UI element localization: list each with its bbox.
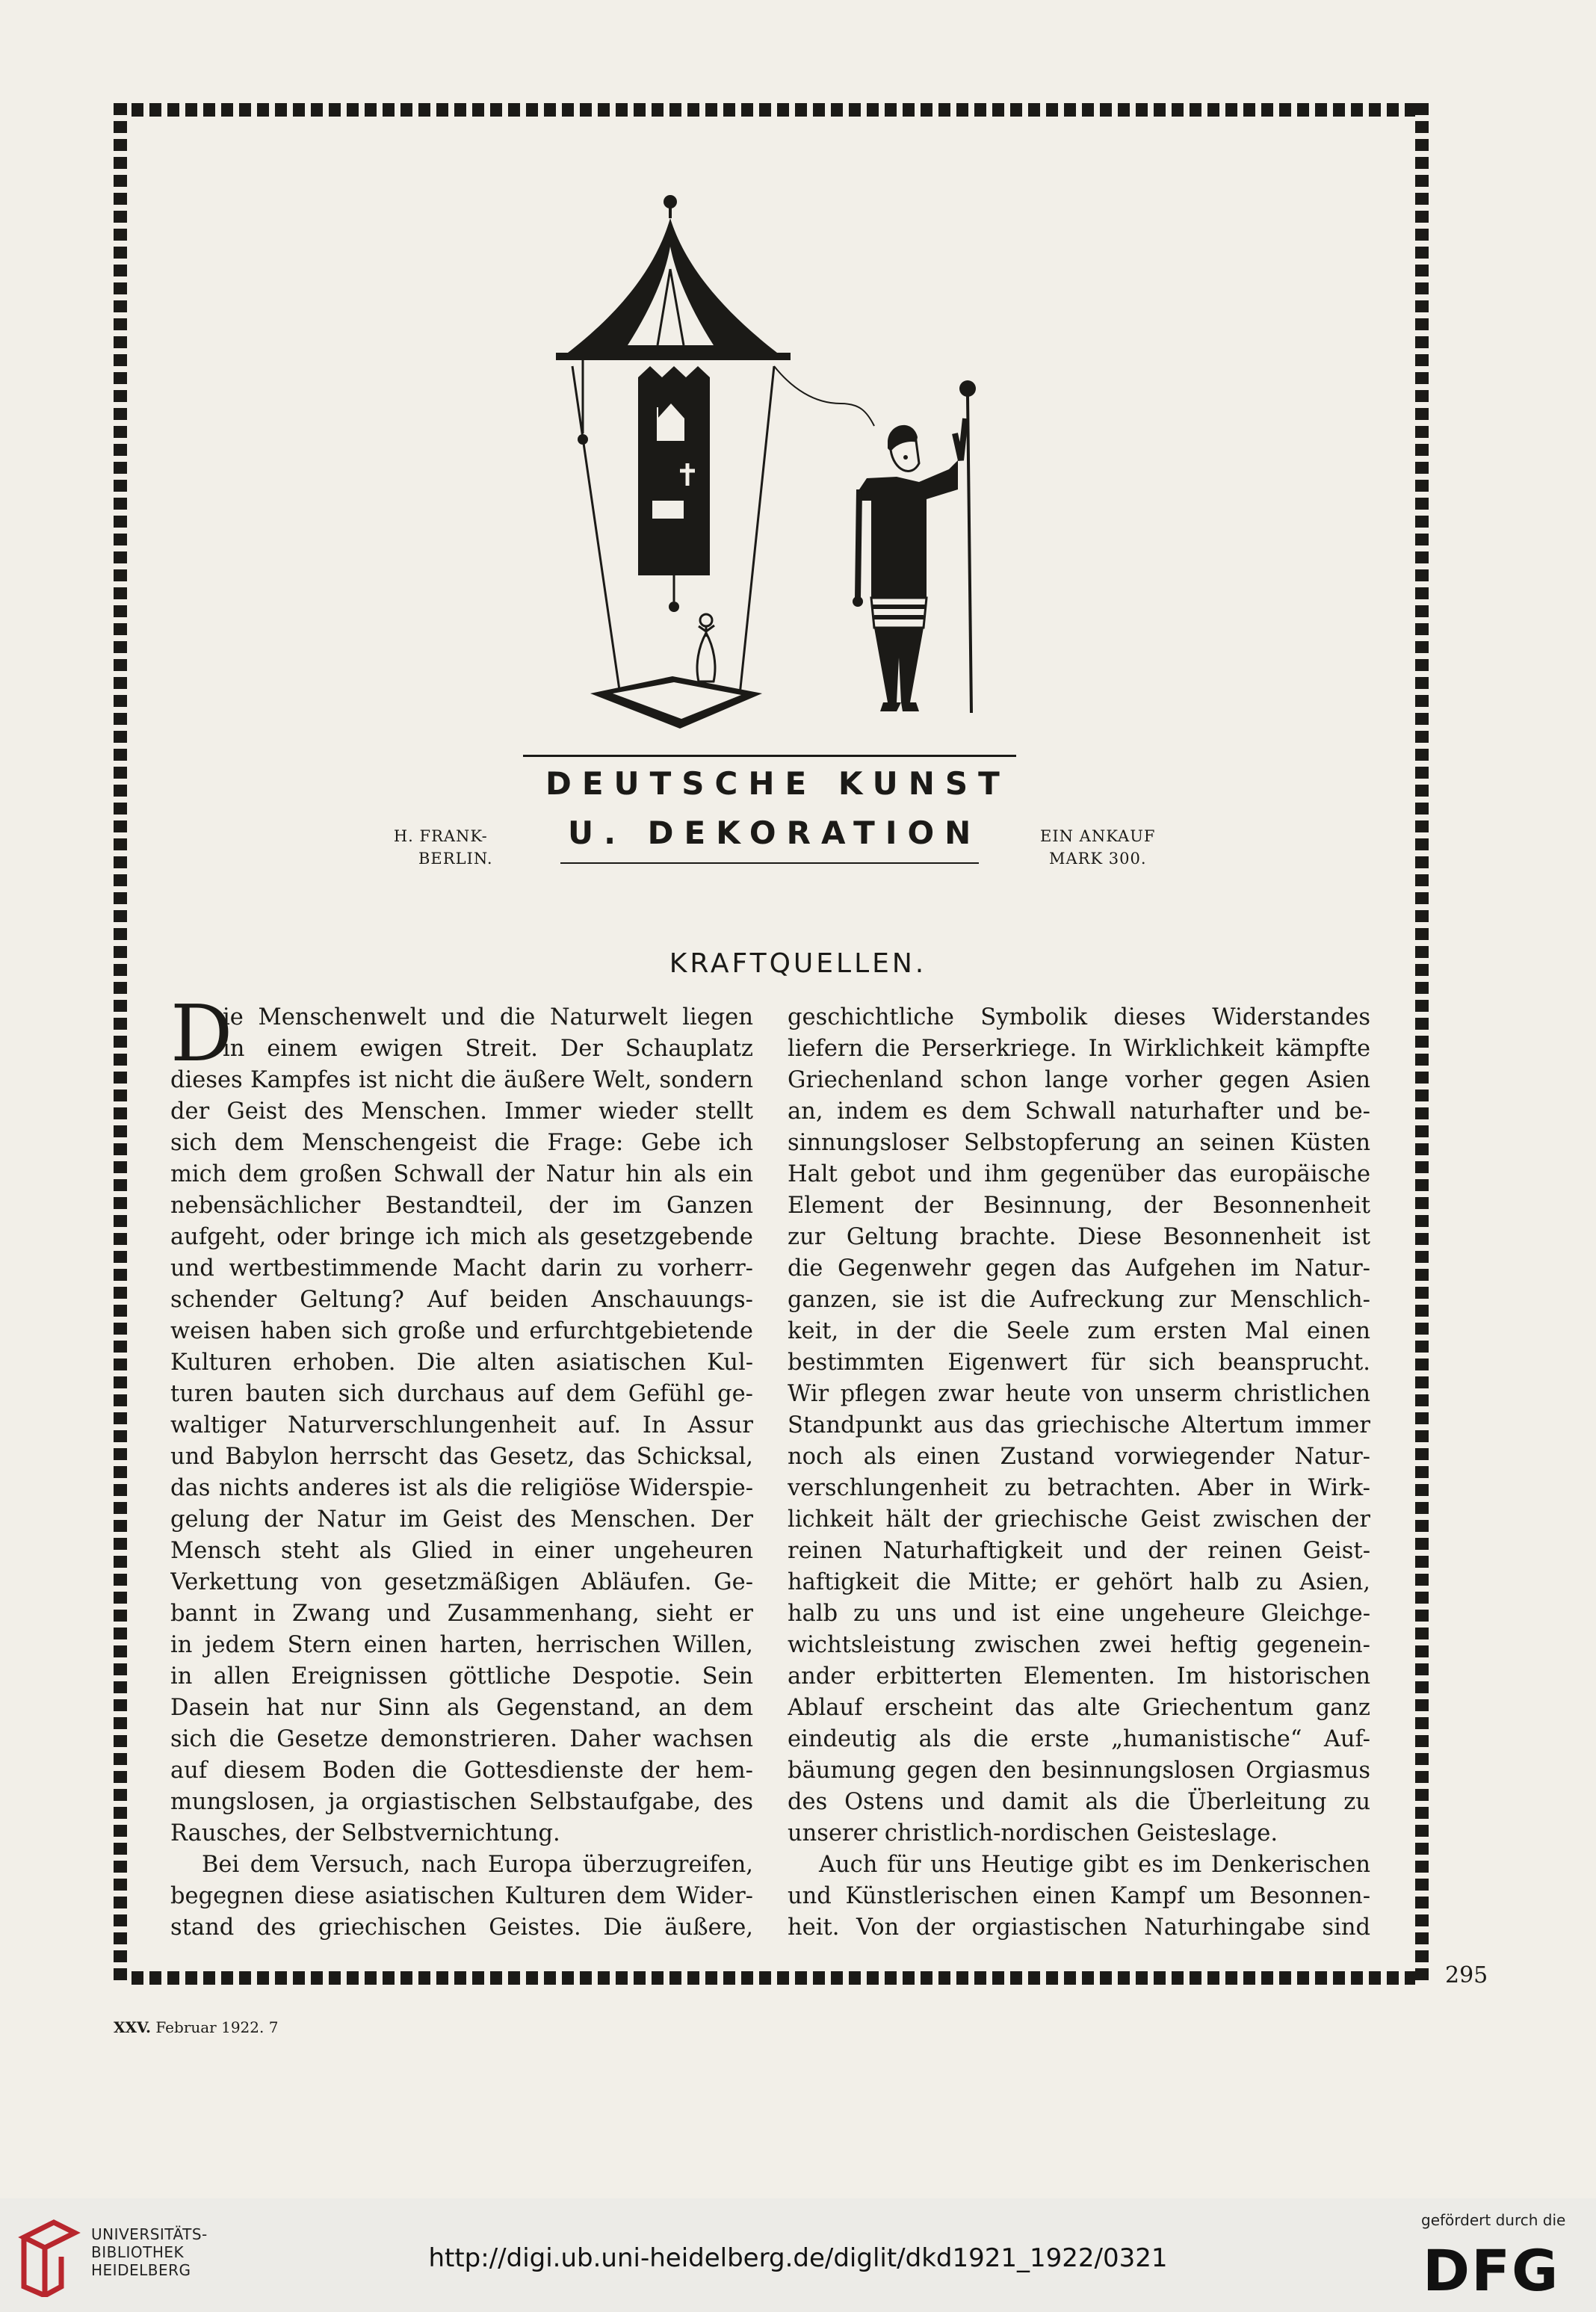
text-line: lichkeit hält der griechische Geist zwischen der: [788, 1506, 1370, 1533]
text-line: Auch für uns Heutige gibt es im Denkerischen: [819, 1852, 1370, 1878]
artist-credit-line-2: BERLIN.: [418, 850, 493, 868]
digitization-footer: [0, 2198, 1596, 2312]
text-line: sinnungsloser Selbstopferung an seinen Küsten: [788, 1130, 1370, 1156]
permalink-url[interactable]: http://digi.ub.uni-heidelberg.de/diglit/dkd1921_1922/0321: [428, 2243, 1168, 2273]
title-line-1: DEUTSCHE KUNST: [545, 765, 1010, 802]
text-line: auf diesem Boden die Gottesdienste der hem-: [170, 1758, 753, 1784]
text-line: sich die Gesetze demonstrieren. Daher wachsen: [170, 1726, 753, 1752]
checkered-border-bottom: [114, 1971, 1429, 1985]
artist-credit: [389, 825, 493, 870]
text-line: ander erbitterten Elementen. Im historischen: [788, 1663, 1370, 1690]
text-line: geschichtliche Symbolik dieses Widerstandes: [788, 1004, 1370, 1030]
title-rule-top: [523, 755, 1016, 757]
text-line: bestimmten Eigenwert für sich beansprucht.: [788, 1350, 1370, 1376]
text-line: bannt in Zwang und Zusammenhang, sieht er: [170, 1601, 753, 1627]
text-line: haftigkeit die Mitte; er gehört halb zu Asien,: [788, 1569, 1370, 1595]
text-line: sich dem Menschengeist die Frage: Gebe ich: [170, 1130, 753, 1156]
text-line: Rausches, der Selbstvernichtung.: [170, 1820, 560, 1846]
text-line: halb zu uns und ist eine ungeheure Gleichge-: [788, 1601, 1370, 1627]
dfg-logo: DFG: [1423, 2237, 1560, 2304]
text-line: in allen Ereignissen göttliche Despotie. Sein: [170, 1663, 753, 1690]
issue-date: Februar 1922. 7: [155, 2018, 279, 2036]
text-line: ie Menschenwelt und die Naturwelt liegen: [223, 1004, 753, 1030]
text-line: zur Geltung brachte. Diese Besonnenheit ist: [788, 1224, 1370, 1250]
text-line: bäumung gegen den besinnungslosen Orgiasmus: [788, 1758, 1370, 1784]
text-line: und Babylon herrscht das Gesetz, das Schicksal,: [170, 1444, 753, 1470]
text-line: ganzen, sie ist die Aufreckung zur Menschlich-: [788, 1287, 1370, 1313]
text-line: unserer christlich-nordischen Geisteslage.: [788, 1820, 1278, 1846]
text-line: Element der Besinnung, der Besonnenheit: [788, 1193, 1370, 1219]
text-column-left: [170, 988, 753, 1944]
text-line: an, indem es dem Schwall naturhafter und be-: [788, 1098, 1370, 1125]
text-line: schender Geltung? Auf beiden Anschauungs-: [170, 1287, 753, 1313]
text-line: in einem ewigen Streit. Der Schauplatz: [223, 1036, 753, 1062]
purchase-note-line-1: EIN ANKAUF: [1040, 827, 1156, 845]
text-line: waltiger Naturverschlungenheit auf. In Assur: [170, 1412, 753, 1438]
text-line: liefern die Perserkriege. In Wirklichkeit kämpfte: [788, 1036, 1370, 1062]
article-heading: KRAFTQUELLEN.: [669, 948, 927, 979]
text-line: Halt gebot und ihm gegenüber das europäische: [788, 1161, 1370, 1187]
text-line: das nichts anderes ist als die religiöse Widerspie-: [170, 1475, 753, 1501]
issue-line: [114, 2018, 278, 2037]
title-line-2: U. DEKORATION: [568, 815, 982, 851]
text-line: noch als einen Zustand vorwiegender Natur-: [788, 1444, 1370, 1470]
text-line: Kulturen erhoben. Die alten asiatischen Kul-: [170, 1350, 753, 1376]
issue-volume: XXV.: [114, 2018, 152, 2036]
text-line: nebensächlicher Bestandteil, der im Ganzen: [170, 1193, 753, 1219]
text-line: reinen Naturhaftigkeit und der reinen Geist-: [788, 1538, 1370, 1564]
text-line: Griechenland schon lange vorher gegen Asien: [788, 1067, 1370, 1093]
funding-note: gefördert durch die: [1421, 2211, 1566, 2229]
text-line: gelung der Natur im Geist des Menschen. Der: [170, 1506, 753, 1533]
library-name: UNIVERSITÄTS- BIBLIOTHEK HEIDELBERG: [91, 2225, 208, 2279]
text-line: keit, in der die Seele zum ersten Mal einen: [788, 1318, 1370, 1344]
text-line: Mensch steht als Glied in einer ungeheuren: [170, 1538, 753, 1564]
checkered-border-right: [1415, 103, 1429, 1985]
page-number: 295: [1445, 1962, 1488, 1988]
text-line: weisen haben sich große und erfurchtgebietende: [170, 1318, 753, 1344]
purchase-note: [1040, 825, 1156, 870]
text-line: des Ostens und damit als die Überleitung zu: [788, 1789, 1370, 1815]
text-line: Standpunkt aus das griechische Altertum immer: [788, 1412, 1370, 1438]
magazine-title-block: [516, 755, 1024, 874]
text-line: aufgeht, oder bringe ich mich als gesetzgebende: [170, 1224, 753, 1250]
text-line: mich dem großen Schwall der Natur hin als ein: [170, 1161, 753, 1187]
text-line: die Gegenwehr gegen das Aufgehen im Natur-: [788, 1255, 1370, 1282]
text-line: der Geist des Menschen. Immer wieder stellt: [170, 1098, 753, 1125]
text-line: in jedem Stern einen harten, herrischen Willen,: [170, 1632, 753, 1658]
title-rule-bottom: [560, 862, 979, 864]
drop-cap: D: [170, 988, 233, 1079]
text-line: mungslosen, ja orgiastischen Selbstaufgabe, des: [170, 1789, 753, 1815]
text-line: Bei dem Versuch, nach Europa überzugreifen,: [202, 1852, 753, 1878]
text-line: dieses Kampfes ist nicht die äußere Welt, sondern: [170, 1067, 753, 1093]
pagoda-and-figure-illustration: [545, 179, 1009, 747]
checkered-border-top: [114, 103, 1429, 117]
text-line: turen bauten sich durchaus auf dem Gefühl ge-: [170, 1381, 753, 1407]
text-line: stand des griechischen Geistes. Die äußere,: [170, 1914, 753, 1941]
text-line: Dasein hat nur Sinn als Gegenstand, an dem: [170, 1695, 753, 1721]
text-line: und Künstlerischen einen Kampf um Besonnen-: [788, 1883, 1370, 1909]
text-line: und wertbestimmende Macht darin zu vorherr-: [170, 1255, 753, 1282]
text-line: begegnen diese asiatischen Kulturen dem Wider-: [170, 1883, 753, 1909]
text-line: verschlungenheit zu betrachten. Aber in Wirk-: [788, 1475, 1370, 1501]
purchase-note-line-2: MARK 300.: [1048, 850, 1147, 868]
text-column-right: [788, 1002, 1370, 1944]
artist-credit-line-1: H. FRANK-: [393, 827, 488, 845]
checkered-border-left: [114, 103, 127, 1985]
text-line: heit. Von der orgiastischen Naturhingabe sind: [788, 1914, 1370, 1941]
text-line: wichtsleistung zwischen zwei heftig gegenein-: [788, 1632, 1370, 1658]
text-line: eindeutig als die erste „humanistische“ Auf-: [788, 1726, 1370, 1752]
text-line: Ablauf erscheint das alte Griechentum ganz: [788, 1695, 1370, 1721]
text-line: Wir pflegen zwar heute von unserm christlichen: [788, 1381, 1370, 1407]
text-line: Verkettung von gesetzmäßigen Abläufen. Ge-: [170, 1569, 753, 1595]
